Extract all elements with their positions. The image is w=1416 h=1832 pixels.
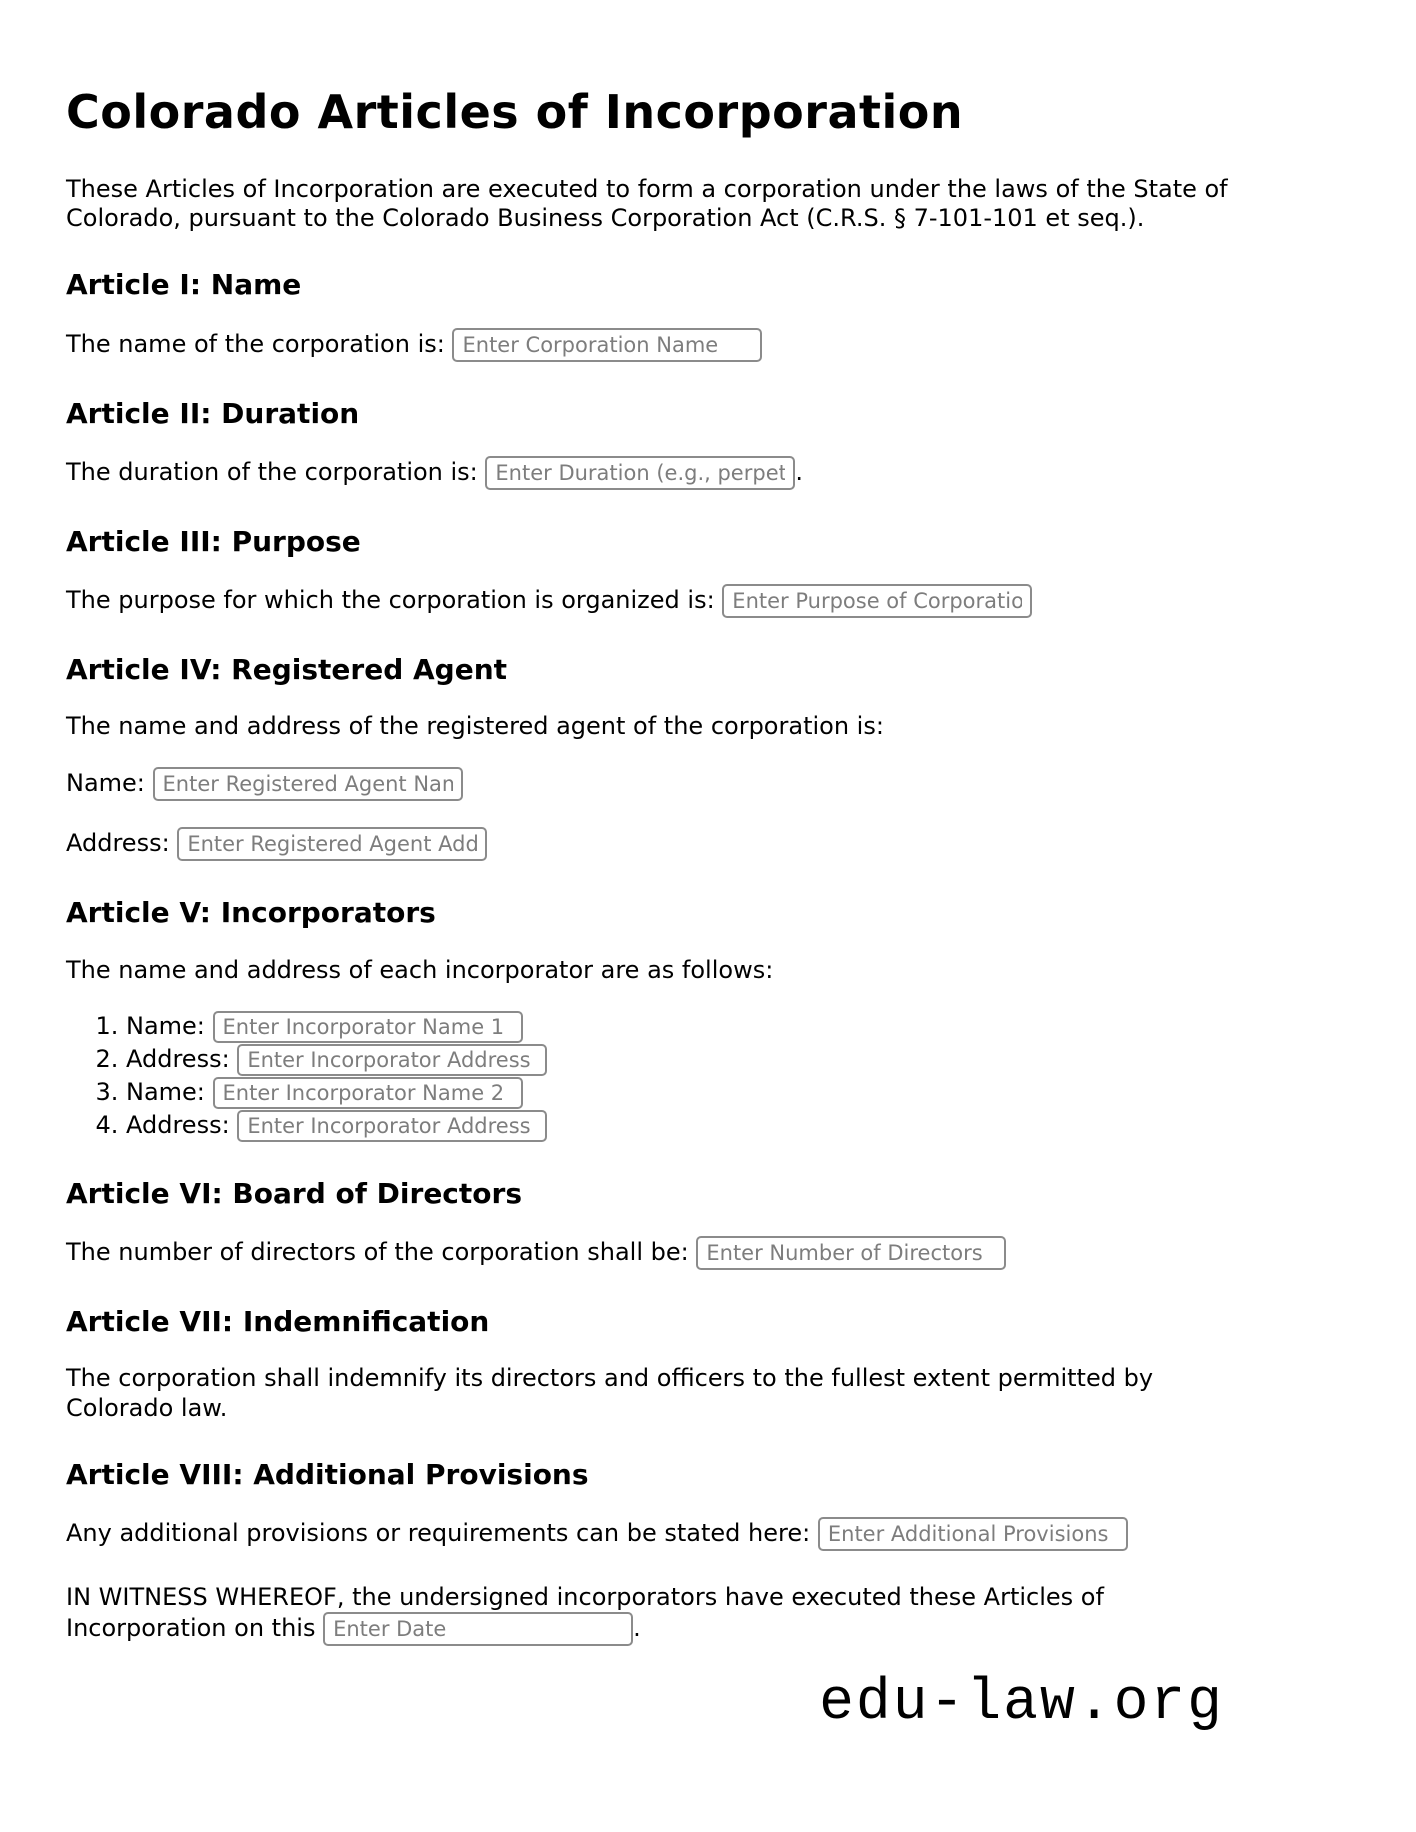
article5-intro: The name and address of each incorporator are as follows: <box>66 955 774 984</box>
purpose-input[interactable] <box>722 584 1032 618</box>
witness-suffix: . <box>633 1614 641 1643</box>
article7-heading: Article VII: Indemnification <box>66 1305 490 1339</box>
date-input[interactable] <box>323 1612 633 1646</box>
article3-label: The purpose for which the corporation is organized is: <box>66 585 715 614</box>
incorporator2-address-label: Address: <box>126 1110 230 1139</box>
list-item <box>126 1077 1262 1109</box>
article8-heading: Article VIII: Additional Provisions <box>66 1457 589 1491</box>
agent-name-line <box>66 767 1262 801</box>
article6-heading: Article VI: Board of Directors <box>66 1176 522 1210</box>
corporation-name-input[interactable] <box>452 328 762 362</box>
agent-address-line <box>66 827 1262 861</box>
additional-provisions-input[interactable] <box>818 1517 1128 1551</box>
site-logo: edu-law.org <box>819 1671 1224 1737</box>
article2-line <box>66 456 1262 490</box>
list-item <box>126 1044 1262 1076</box>
incorporator1-name-input[interactable] <box>213 1011 523 1043</box>
article4-intro: The name and address of the registered agent of the corporation is: <box>66 712 884 741</box>
article6-label: The number of directors of the corporation shall be: <box>66 1238 689 1267</box>
registered-agent-address-input[interactable] <box>177 827 487 861</box>
article2-label: The duration of the corporation is: <box>66 457 478 486</box>
article8-label: Any additional provisions or requirements can be stated here: <box>66 1518 811 1547</box>
duration-input[interactable] <box>485 456 795 490</box>
article2-suffix: . <box>795 457 804 486</box>
incorporator1-address-input[interactable] <box>237 1044 547 1076</box>
article2-heading: Article II: Duration <box>66 396 360 430</box>
registered-agent-name-input[interactable] <box>153 767 463 801</box>
incorporators-list <box>66 1011 1262 1142</box>
agent-address-label: Address: <box>66 829 170 858</box>
witness-clause <box>66 1583 1262 1646</box>
list-item <box>126 1110 1262 1142</box>
article1-line <box>66 328 1262 362</box>
article5-heading: Article V: Incorporators <box>66 896 436 930</box>
article8-line <box>66 1517 1262 1551</box>
page-title: Colorado Articles of Incorporation <box>66 85 964 139</box>
agent-name-label: Name: <box>66 769 145 798</box>
article3-heading: Article III: Purpose <box>66 524 361 558</box>
article4-heading: Article IV: Registered Agent <box>66 652 508 686</box>
list-item <box>126 1011 1262 1043</box>
article1-label: The name of the corporation is: <box>66 329 445 358</box>
incorporator1-name-label: Name: <box>126 1011 205 1040</box>
article6-line <box>66 1236 1262 1270</box>
incorporator1-address-label: Address: <box>126 1044 230 1073</box>
article3-line <box>66 584 1262 618</box>
incorporator2-name-input[interactable] <box>213 1077 523 1109</box>
article7-body: The corporation shall indemnify its directors and officers to the fullest extent permitted by Colorado law. <box>66 1364 1154 1422</box>
witness-text: IN WITNESS WHEREOF, the undersigned incorporators have executed these Articles of Incorporation on this <box>66 1582 1104 1643</box>
incorporator2-address-input[interactable] <box>237 1110 547 1142</box>
number-of-directors-input[interactable] <box>696 1236 1006 1270</box>
incorporator2-name-label: Name: <box>126 1077 205 1106</box>
intro-paragraph: These Articles of Incorporation are executed to form a corporation under the laws of the State of Colorado, pursuant to the Colorado Business Corporation Act (C.R.S. § 7-101-101 et seq.). <box>66 174 1228 233</box>
article1-heading: Article I: Name <box>66 268 302 302</box>
